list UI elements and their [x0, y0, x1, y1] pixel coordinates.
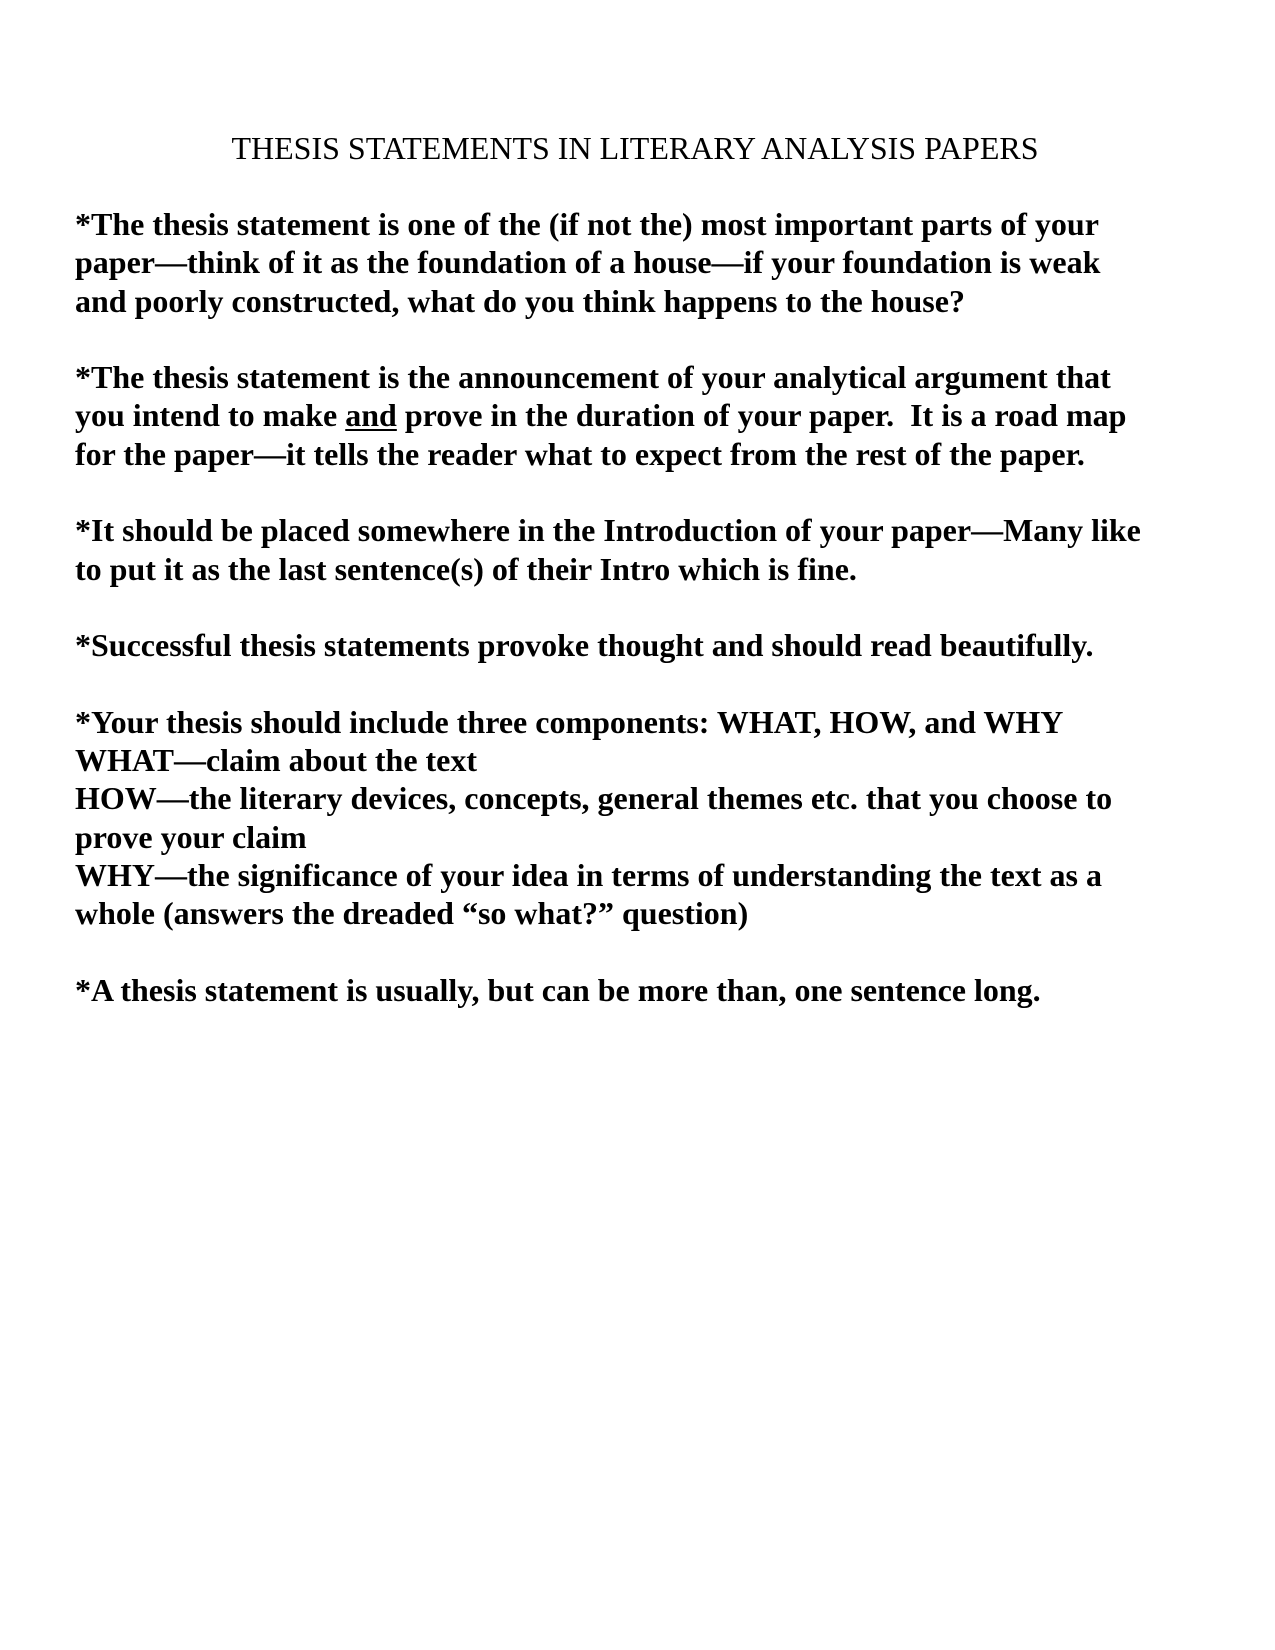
- text-line: for the paper—it tells the reader what to expect from the rest of the paper.: [75, 435, 1085, 472]
- paragraph-length: [75, 971, 1205, 1009]
- paragraph-foundation: [75, 205, 1205, 320]
- text-line: *Your thesis should include three components: WHAT, HOW, and WHY: [75, 703, 1064, 740]
- underlined-word: and: [345, 397, 397, 434]
- text-segment: prove in the duration of your paper. It is a road map: [396, 397, 1127, 434]
- document-body: [75, 205, 1205, 1048]
- text-line: HOW—the literary devices, concepts, general themes etc. that you choose to: [75, 780, 1113, 817]
- paragraph-successful: [75, 626, 1205, 664]
- text-line: [75, 396, 1205, 434]
- paragraph-placement: [75, 511, 1205, 588]
- text-line: *The thesis statement is one of the (if not the) most important parts of your: [75, 206, 1099, 242]
- paragraph-components: [75, 703, 1205, 933]
- text-line: *The thesis statement is the announcement of your analytical argument that: [75, 359, 1111, 396]
- page-title: THESIS STATEMENTS IN LITERARY ANALYSIS PAPERS: [231, 130, 1039, 166]
- paragraph-announcement: [75, 358, 1205, 473]
- text-line: *A thesis statement is usually, but can be more than, one sentence long.: [75, 971, 1041, 1008]
- text-line: *Successful thesis statements provoke thought and should read beautifully.: [75, 627, 1094, 664]
- text-line: paper—think of it as the foundation of a house—if your foundation is weak: [75, 244, 1101, 281]
- text-line: whole (answers the dreaded “so what?” question): [75, 895, 749, 932]
- text-line: *It should be placed somewhere in the Introduction of your paper—Many like: [75, 512, 1141, 549]
- text-line: WHY—the significance of your idea in terms of understanding the text as a: [75, 857, 1102, 894]
- text-line: to put it as the last sentence(s) of their Intro which is fine.: [75, 550, 857, 587]
- text-line: WHAT—claim about the text: [75, 742, 478, 779]
- text-line: and poorly constructed, what do you think happens to the house?: [75, 282, 965, 319]
- text-line: prove your claim: [75, 818, 307, 855]
- text-segment: you intend to make: [75, 397, 346, 434]
